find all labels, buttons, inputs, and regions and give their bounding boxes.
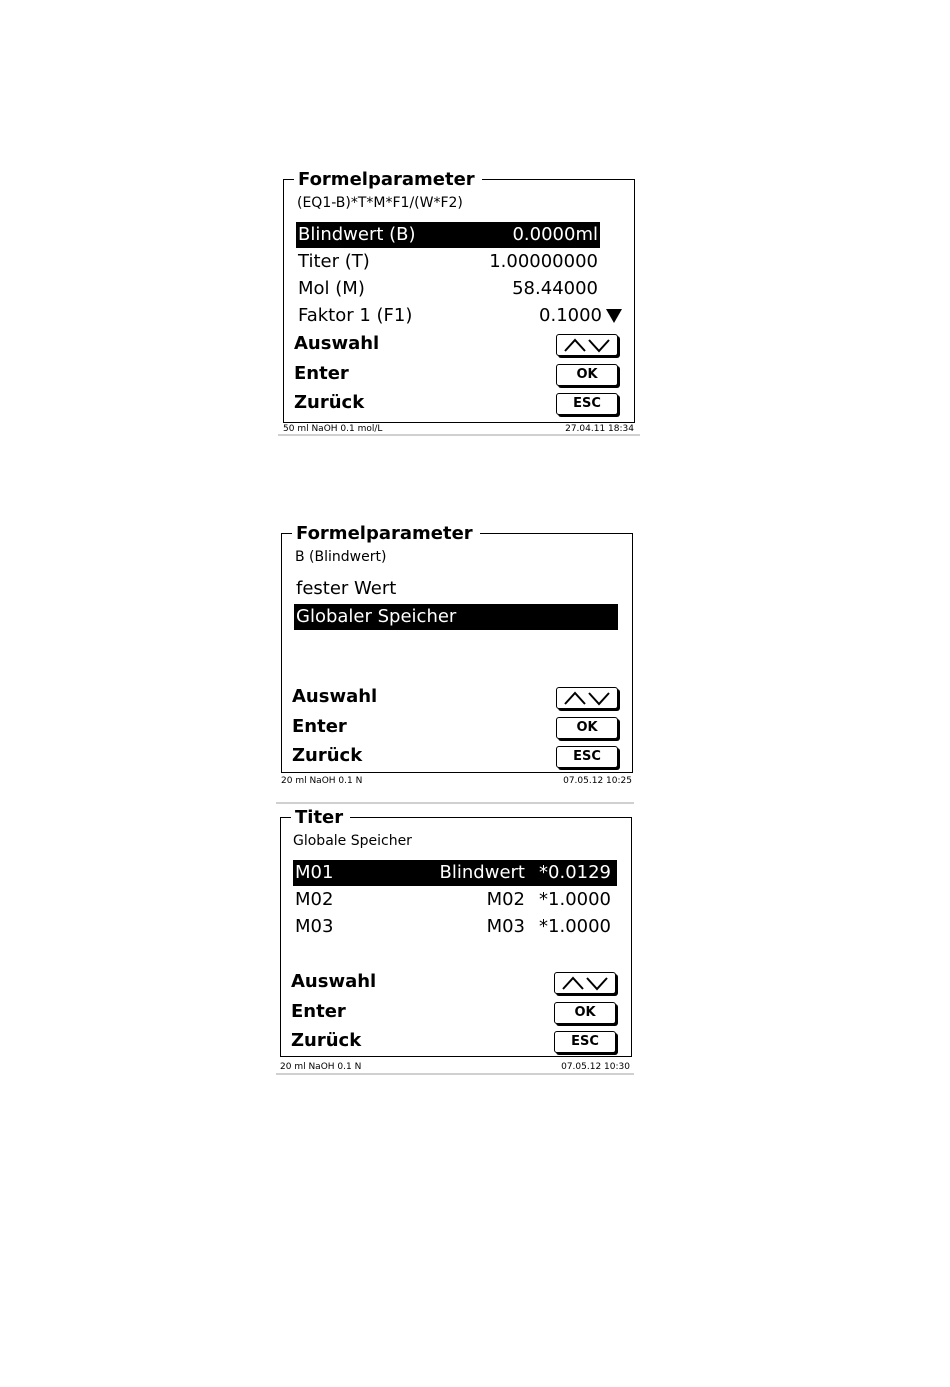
- key-label-enter: Enter: [292, 716, 347, 737]
- status-left: 50 ml NaOH 0.1 mol/L: [283, 424, 383, 434]
- param-label: Blindwert (B): [298, 224, 416, 245]
- memory-row-m01[interactable]: [293, 860, 617, 886]
- memory-id: M03: [295, 916, 334, 937]
- dialog-frame: [283, 169, 635, 423]
- status-right: 07.05.12 10:25: [563, 776, 632, 786]
- key-label-enter: Enter: [294, 363, 349, 384]
- option-globaler-speicher[interactable]: [294, 604, 618, 630]
- esc-button[interactable]: ESC: [556, 746, 618, 768]
- memory-name: M02: [486, 889, 525, 910]
- esc-button[interactable]: ESC: [556, 393, 618, 415]
- param-row-titer[interactable]: [296, 249, 600, 275]
- memory-value: *1.0000: [539, 889, 611, 910]
- memory-row-m02[interactable]: [293, 887, 617, 913]
- ok-button[interactable]: OK: [554, 1002, 616, 1024]
- dialog-title: Titer: [291, 808, 350, 828]
- option-label: Globaler Speicher: [296, 606, 457, 627]
- memory-value: *1.0000: [539, 916, 611, 937]
- status-right: 07.05.12 10:30: [561, 1062, 630, 1072]
- option-label: fester Wert: [296, 578, 397, 599]
- ok-button[interactable]: OK: [556, 717, 618, 739]
- key-label-auswahl: Auswahl: [291, 971, 377, 992]
- param-row-blindwert[interactable]: [296, 222, 600, 248]
- param-value: 0.0000ml: [512, 224, 598, 245]
- ok-button[interactable]: OK: [556, 364, 618, 386]
- formula-subtitle: (EQ1-B)*T*M*F1/(W*F2): [297, 195, 463, 211]
- key-label-zurueck: Zurück: [292, 745, 363, 766]
- scroll-down-triangle-icon: [606, 309, 622, 323]
- status-right: 27.04.11 18:34: [565, 424, 634, 434]
- key-label-auswahl: Auswahl: [292, 686, 378, 707]
- memory-name: Blindwert: [439, 862, 525, 883]
- dialog-title: Formelparameter: [294, 170, 482, 190]
- key-label-zurueck: Zurück: [291, 1030, 362, 1051]
- option-fester-wert[interactable]: [294, 576, 618, 602]
- screen-formelparameter-list: [278, 170, 642, 436]
- dialog-frame: [280, 807, 632, 1057]
- memory-name: M03: [486, 916, 525, 937]
- param-subtitle: B (Blindwert): [295, 549, 387, 565]
- up-down-arrows-icon: [563, 690, 611, 706]
- param-row-faktor1[interactable]: [296, 303, 622, 329]
- dialog-title: Formelparameter: [292, 524, 480, 544]
- param-row-mol[interactable]: [296, 276, 600, 302]
- memory-id: M02: [295, 889, 334, 910]
- status-divider: [278, 434, 640, 436]
- memory-id: M01: [295, 862, 334, 883]
- param-value: 0.1000: [539, 305, 602, 326]
- key-label-zurueck: Zurück: [294, 392, 365, 413]
- memory-row-m03[interactable]: [293, 914, 617, 940]
- param-value: 58.44000: [512, 278, 598, 299]
- param-label: Titer (T): [298, 251, 370, 272]
- param-label: Faktor 1 (F1): [298, 305, 413, 326]
- memory-value: *0.0129: [539, 862, 611, 883]
- updown-button[interactable]: [556, 334, 618, 356]
- key-label-auswahl: Auswahl: [294, 333, 380, 354]
- updown-button[interactable]: [556, 687, 618, 709]
- param-value: 1.00000000: [489, 251, 598, 272]
- status-left: 20 ml NaOH 0.1 N: [281, 776, 363, 786]
- dialog-frame: [281, 523, 633, 773]
- up-down-arrows-icon: [561, 975, 609, 991]
- status-divider: [276, 1073, 634, 1075]
- screen-titer-global-memory: [276, 807, 636, 1076]
- status-divider: [276, 802, 634, 804]
- param-label: Mol (M): [298, 278, 365, 299]
- updown-button[interactable]: [554, 972, 616, 994]
- esc-button[interactable]: ESC: [554, 1031, 616, 1053]
- screen-formelparameter-source: [276, 525, 636, 791]
- key-label-enter: Enter: [291, 1001, 346, 1022]
- status-left: 20 ml NaOH 0.1 N: [280, 1062, 362, 1072]
- up-down-arrows-icon: [563, 337, 611, 353]
- memory-subtitle: Globale Speicher: [293, 833, 412, 849]
